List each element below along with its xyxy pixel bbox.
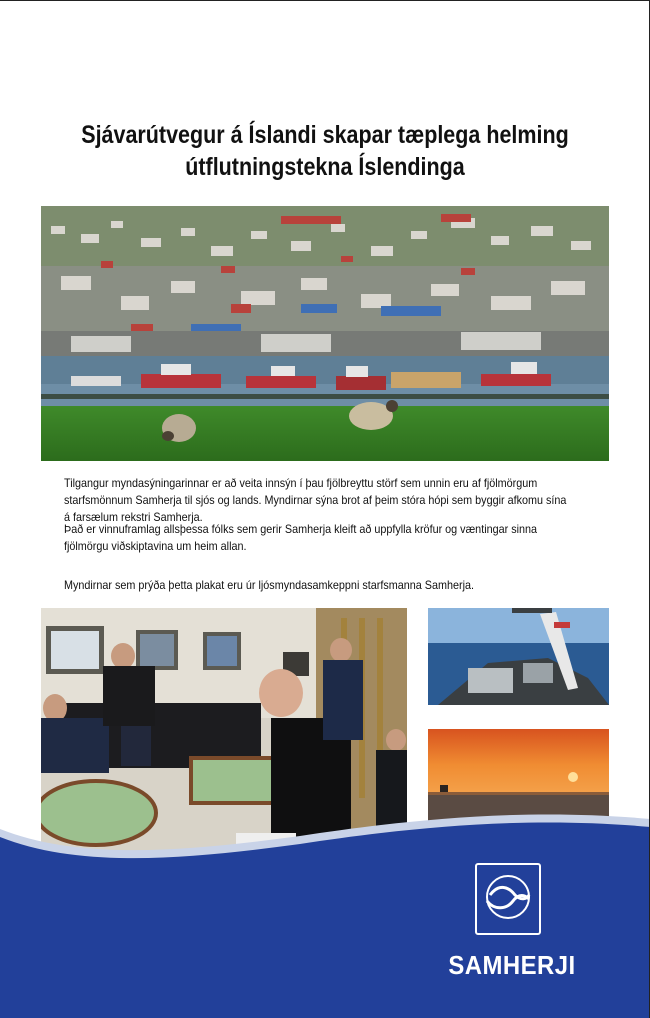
brand-name: SAMHERJI bbox=[448, 950, 576, 980]
photo-credit-paragraph: Myndirnar sem prýða þetta plakat eru úr ljósmyndasamkeppni starfsmanna Samherja. bbox=[64, 578, 474, 592]
workforce-paragraph: Það er vinnuframlag allsþessa fólks sem gerir Samherja kleift að uppfylla kröfur og væntingar sinna fjölmörgu viðskiptavina um heim allan. bbox=[64, 522, 538, 553]
brand-wave-footer bbox=[0, 791, 650, 1018]
title-line-1: Sjávarútvegur á Íslandi skapar tæplega helming bbox=[81, 121, 569, 149]
poster-title bbox=[80, 119, 570, 183]
trawler-at-sea-photo bbox=[428, 608, 609, 705]
intro-paragraph: Tilgangur myndasýningarinnar er að veita innsýn í þau fjölbreyttu störf sem unnin eru af fjölmörgum starfsmönnum Samherja til sjós og lands. Myndirnar sýna brot af þeim stóra hópi sem byggir afkomu sína á farsælum rekstri Samherja. bbox=[64, 476, 567, 524]
title-line-2: útflutningstekna Íslendinga bbox=[185, 153, 465, 181]
samherji-fish-logo-icon bbox=[475, 863, 541, 935]
harbor-town-photo bbox=[41, 206, 609, 461]
